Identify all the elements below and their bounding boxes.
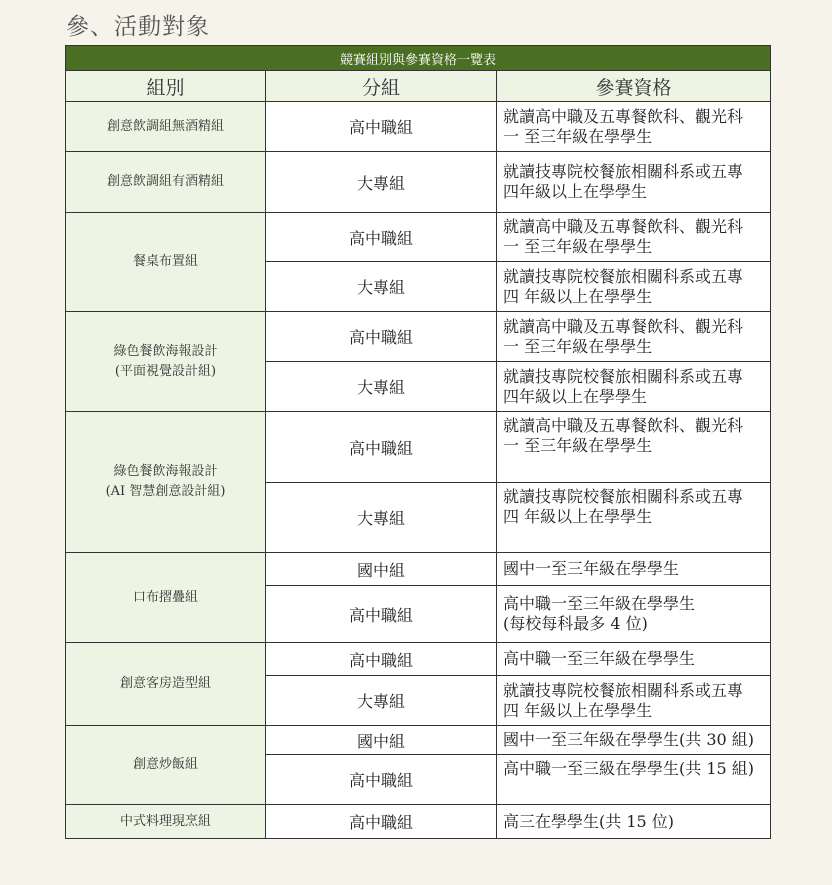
division-cell: 大專組 [266,676,497,726]
category-cell [66,643,266,726]
qualification-cell [497,483,771,553]
category-name-line: 創意客房造型組 [119,676,211,691]
qualification-line: 四 年級以上在學學生 [503,700,653,720]
category-name-line: (平面視覺設計組) [114,363,217,379]
header-row [66,71,771,102]
category-name-line: 綠色餐飲海報設計 [113,464,218,479]
division-cell: 高中職組 [266,586,497,643]
qualification-line: 一 至三年級在學學生 [503,237,653,256]
qualification-line: 國中一至三年級在學學生(共 30 組) [503,730,755,749]
qualification-line: 國中一至三年級在學學生 [503,559,680,578]
table-row [66,726,771,755]
division-cell: 大專組 [266,262,497,312]
qualification-cell [497,553,771,586]
division-cell: 高中職組 [266,102,497,152]
division-cell: 大專組 [266,362,497,412]
qualification-line: 四 年級以上在學學生 [503,507,653,526]
qualification-line: 高中職一至三年級在學學生 [503,594,696,613]
qualification-cell [497,726,771,755]
qualification-line: 一 至三年級在學學生 [503,436,653,455]
qualification-cell [497,102,771,152]
column-header-category: 組別 [66,71,266,102]
qualification-line: 四年級以上在學學生 [503,386,648,406]
division-cell: 國中組 [266,553,497,586]
qualification-line: 就讀高中職及五專餐飲科、觀光科 [503,106,744,126]
category-name-line: 創意飲調組有酒精組 [106,174,224,189]
qualification-cell [497,755,771,805]
division-cell: 高中職組 [266,643,497,676]
table-row [66,805,771,839]
qualification-line: 就讀技專院校餐旅相關科系或五專 [503,162,744,181]
column-header-qualification: 參賽資格 [497,71,771,102]
qualification-cell [497,643,771,676]
qualification-cell [497,362,771,412]
column-header-division: 分組 [266,71,497,102]
qualification-cell [497,213,771,262]
category-cell [66,312,266,412]
category-name-line: 中式料理現烹組 [119,813,211,829]
category-cell [66,553,266,643]
table-row [66,102,771,152]
qualification-line: 就讀高中職及五專餐飲科、觀光科 [503,217,744,236]
qualification-line: 高三在學學生(共 15 位) [503,811,675,831]
category-name-line: 創意飲調組無酒精組 [106,118,224,134]
division-cell: 高中職組 [266,805,497,839]
qualification-line: 就讀技專院校餐旅相關科系或五專 [503,680,744,700]
qualification-cell [497,676,771,726]
division-cell: 大專組 [266,152,497,213]
qualification-line: (每校每科最多 4 位) [503,614,648,633]
caption-row [66,46,771,71]
page-title: 參、活動對象 [66,14,210,40]
eligibility-table [65,45,771,839]
category-name-line: 口布摺疊組 [132,589,198,605]
qualification-cell [497,805,771,839]
qualification-line: 就讀高中職及五專餐飲科、觀光科 [503,316,744,336]
qualification-cell [497,152,771,213]
division-cell: 高中職組 [266,312,497,362]
category-cell [66,152,266,213]
qualification-cell [497,412,771,483]
qualification-line: 一 至三年級在學學生 [503,126,653,146]
qualification-cell [497,262,771,312]
division-cell: 國中組 [266,726,497,755]
table-row [66,643,771,676]
qualification-line: 就讀技專院校餐旅相關科系或五專 [503,487,744,506]
qualification-line: 就讀技專院校餐旅相關科系或五專 [503,366,744,386]
division-cell: 高中職組 [266,755,497,805]
qualification-line: 高中職一至三年級在學學生 [503,649,696,668]
category-cell [66,805,266,839]
qualification-line: 四年級以上在學學生 [503,182,648,201]
qualification-cell [497,586,771,643]
division-cell: 高中職組 [266,213,497,262]
qualification-line: 高中職一至三級在學學生(共 15 組) [503,759,755,778]
category-cell [66,213,266,312]
category-cell [66,412,266,553]
category-name-line: 餐桌布置組 [132,254,198,269]
qualification-line: 就讀技專院校餐旅相關科系或五專 [503,266,744,286]
category-cell [66,726,266,805]
qualification-line: 四 年級以上在學學生 [503,286,653,306]
qualification-cell [497,312,771,362]
division-cell: 大專組 [266,483,497,553]
qualification-line: 就讀高中職及五專餐飲科、觀光科 [503,416,744,435]
category-cell [66,102,266,152]
table-row [66,312,771,362]
table-row [66,152,771,213]
table-row [66,213,771,262]
table-row [66,553,771,586]
category-name-line: 綠色餐飲海報設計 [113,343,218,359]
table-row [66,412,771,483]
qualification-line: 一 至三年級在學學生 [503,336,653,356]
category-name-line: (AI 智慧創意設計組) [105,484,226,499]
division-cell: 高中職組 [266,412,497,483]
table-caption: 競賽組別與參賽資格一覽表 [66,46,771,71]
category-name-line: 創意炒飯組 [132,757,198,772]
